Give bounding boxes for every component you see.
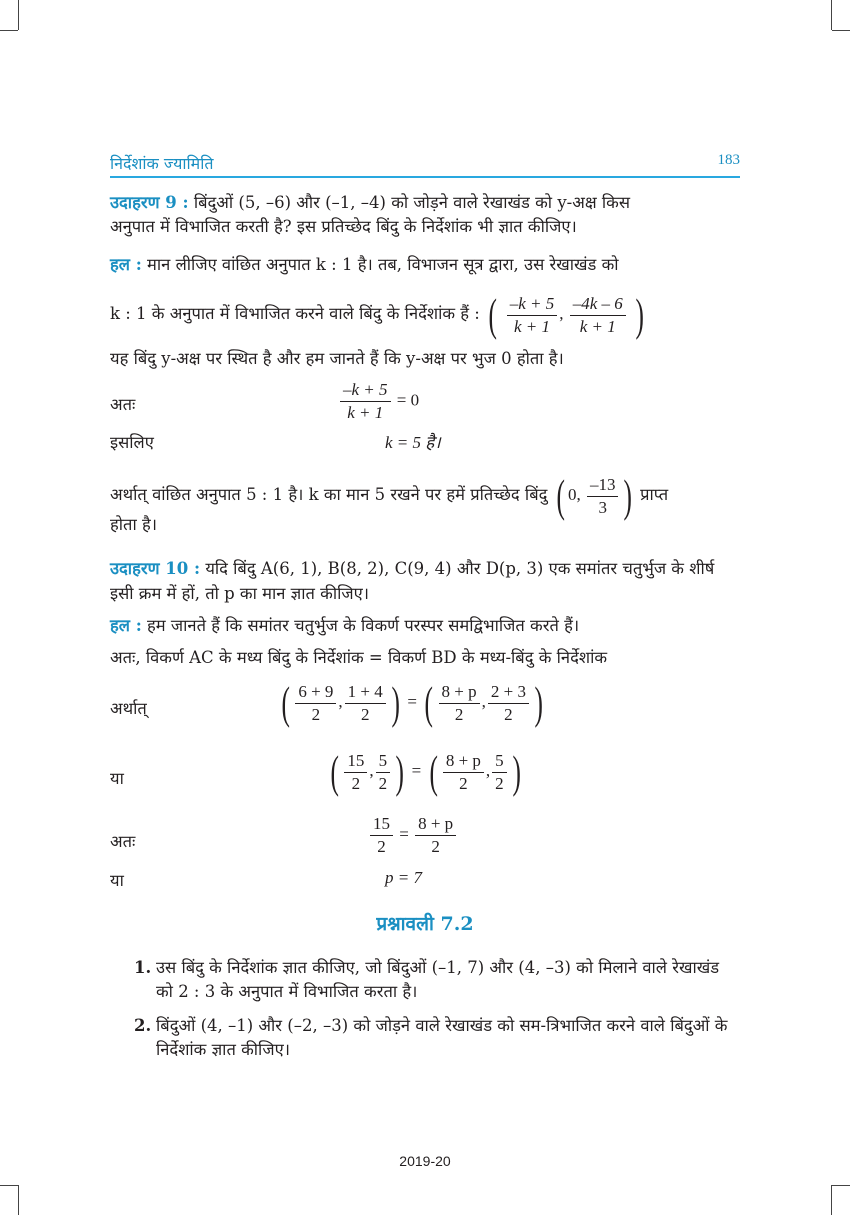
fraction: $\frac{6 + 9}{2}$ [295, 681, 336, 726]
label-ya: या [110, 769, 124, 788]
label-ya-2: या [110, 871, 124, 890]
example9-solution-line2 [110, 289, 647, 339]
item-text: उस बिंदु के निर्देशांक ज्ञात कीजिए, जो बिंदुओं (–1, 7) और (4, –3) को मिलाने वाले रेखाखंड [156, 958, 720, 977]
page-number: 183 [717, 152, 740, 168]
fraction: $\frac{-k + 5}{k + 1}$ [340, 379, 391, 424]
solution-text2: k : 1 के अनुपात में विभाजित करने वाले बिंदु के निर्देशांक हैं : [110, 304, 480, 323]
left-paren: ( [556, 470, 565, 522]
header-rule [110, 176, 740, 178]
fraction: $\frac{-k + 5}{k + 1}$ [507, 293, 558, 338]
equation-row-2: ( $\frac{15}{2}$ , $\frac{5}{2}$ ) = ( $\frac{8 + p}{2}$ , $\frac{5}{2}$ ) [330, 746, 521, 797]
conclusion-text: अर्थात् वांछित अनुपात 5 : 1 है। k का मान 5 रखने पर हमें प्रतिच्छेद बिंदु [110, 485, 548, 504]
right-paren: ) [623, 470, 633, 522]
coordinate-expression: ( $\frac{-k + 5}{k + 1}$ , $\frac{-4k - 6}{k + 1}$ ) [488, 289, 644, 341]
crop-mark [831, 0, 832, 30]
solution-text1: हम जानते हैं कि समांतर चतुर्भुज के विकर्ण परस्पर समद्विभाजित करते हैं। [147, 616, 580, 635]
right-paren: ) [635, 289, 644, 341]
item-number: 1. [134, 958, 152, 977]
crop-mark [0, 1185, 18, 1186]
label-ata-2: अतः [110, 832, 136, 851]
point-expression: ( 0, $\frac{-13}{3}$ ) [556, 470, 633, 522]
fraction: $\frac{8 + p}{2}$ [439, 681, 480, 726]
example9-line2: अनुपात में विभाजित करती है? इस प्रतिच्छेद बिंदु के निर्देशांक भी ज्ञात कीजिए। [110, 217, 577, 236]
exercise-title: प्रश्नावली 7.2 [376, 913, 474, 935]
example9-conclusion: अर्थात् वांछित अनुपात 5 : 1 है। k का मान 5 रखने पर हमें प्रतिच्छेद बिंदु ( 0, $\frac{-13}{3}$ ) प्राप्त [110, 470, 669, 522]
example9-line1 [110, 192, 630, 214]
example9-conclusion-line2: होता है। [110, 515, 157, 534]
example10-solution-line1 [110, 615, 579, 637]
fraction: $\frac{2 + 3}{2}$ [488, 681, 529, 726]
fraction: $\frac{-13}{3}$ [587, 474, 619, 519]
crop-mark [0, 30, 18, 31]
equation-2: k = 5 है। [385, 433, 441, 452]
item-text-2: निर्देशांक ज्ञात कीजिए। [156, 1040, 290, 1059]
equation-1: $\frac{-k + 5}{k + 1}$ = 0 [338, 379, 419, 424]
crop-mark [832, 30, 850, 31]
label-arthat: अर्थात् [110, 699, 147, 718]
example9-text1: बिंदुओं (5, –6) और (–1, –4) को जोड़ने वाले रेखाखंड को y-अक्ष किस [193, 193, 630, 212]
example10-line1 [110, 558, 714, 580]
equation-row-3: $\frac{15}{2}$ = $\frac{8 + p}{2}$ [368, 813, 458, 858]
example9-solution-line1 [110, 254, 619, 276]
item-number: 2. [134, 1016, 152, 1035]
example10-line2: इसी क्रम में हों, तो p का मान ज्ञात कीजिए। [110, 584, 369, 603]
item-text: बिंदुओं (4, –1) और (–2, –3) को जोड़ने वाले रेखाखंड को सम-त्रिभाजित करने वाले बिंदुओं के [156, 1016, 728, 1035]
example10-solution-line2: अतः, विकर्ण AC के मध्य बिंदु के निर्देशांक = विकर्ण BD के मध्य-बिंदु के निर्देशांक [110, 648, 608, 667]
solution-label: हल : [110, 616, 142, 635]
exercise-item-1 [134, 956, 719, 1004]
crop-mark [832, 1185, 850, 1186]
label-isliye: इसलिए [110, 433, 154, 452]
item-text-2: को 2 : 3 के अनुपात में विभाजित करता है। [156, 982, 418, 1001]
footer-year: 2019-20 [399, 1153, 451, 1169]
solution-text1: मान लीजिए वांछित अनुपात k : 1 है। तब, विभाजन सूत्र द्वारा, उस रेखाखंड को [147, 255, 619, 274]
fraction: $\frac{-4k - 6}{k + 1}$ [570, 293, 626, 338]
example9-label: उदाहरण 9 : [110, 193, 189, 212]
fraction: $\frac{15}{2}$ [344, 750, 367, 795]
fraction: $\frac{8 + p}{2}$ [415, 813, 456, 858]
label-ata: अतः [110, 395, 136, 414]
fraction: $\frac{1 + 4}{2}$ [345, 681, 386, 726]
solution-label: हल : [110, 255, 142, 274]
fraction: $\frac{5}{2}$ [492, 750, 507, 795]
exercise-item-2 [134, 1014, 727, 1062]
example10-label: उदाहरण 10 : [110, 559, 201, 578]
fraction: $\frac{5}{2}$ [376, 750, 391, 795]
example10-text1: यदि बिंदु A(6, 1), B(8, 2), C(9, 4) और D(p, 3) एक समांतर चतुर्भुज के शीर्ष [205, 559, 715, 578]
fraction: $\frac{15}{2}$ [370, 813, 393, 858]
left-paren: ( [488, 289, 497, 341]
crop-mark [831, 1185, 832, 1215]
crop-mark [18, 0, 19, 30]
crop-mark [18, 1185, 19, 1215]
fraction: $\frac{8 + p}{2}$ [443, 750, 484, 795]
example9-solution-line3: यह बिंदु y-अक्ष पर स्थित है और हम जानते हैं कि y-अक्ष पर भुज 0 होता है। [110, 349, 564, 368]
chapter-title: निर्देशांक ज्यामिति [110, 154, 214, 173]
equation-row-1: ( $\frac{6 + 9}{2}$ , $\frac{1 + 4}{2}$ ) = ( $\frac{8 + p}{2}$ , $\frac{2 + 3}{2}$ ) [281, 677, 543, 728]
equation-row-4: p = 7 [385, 868, 422, 887]
